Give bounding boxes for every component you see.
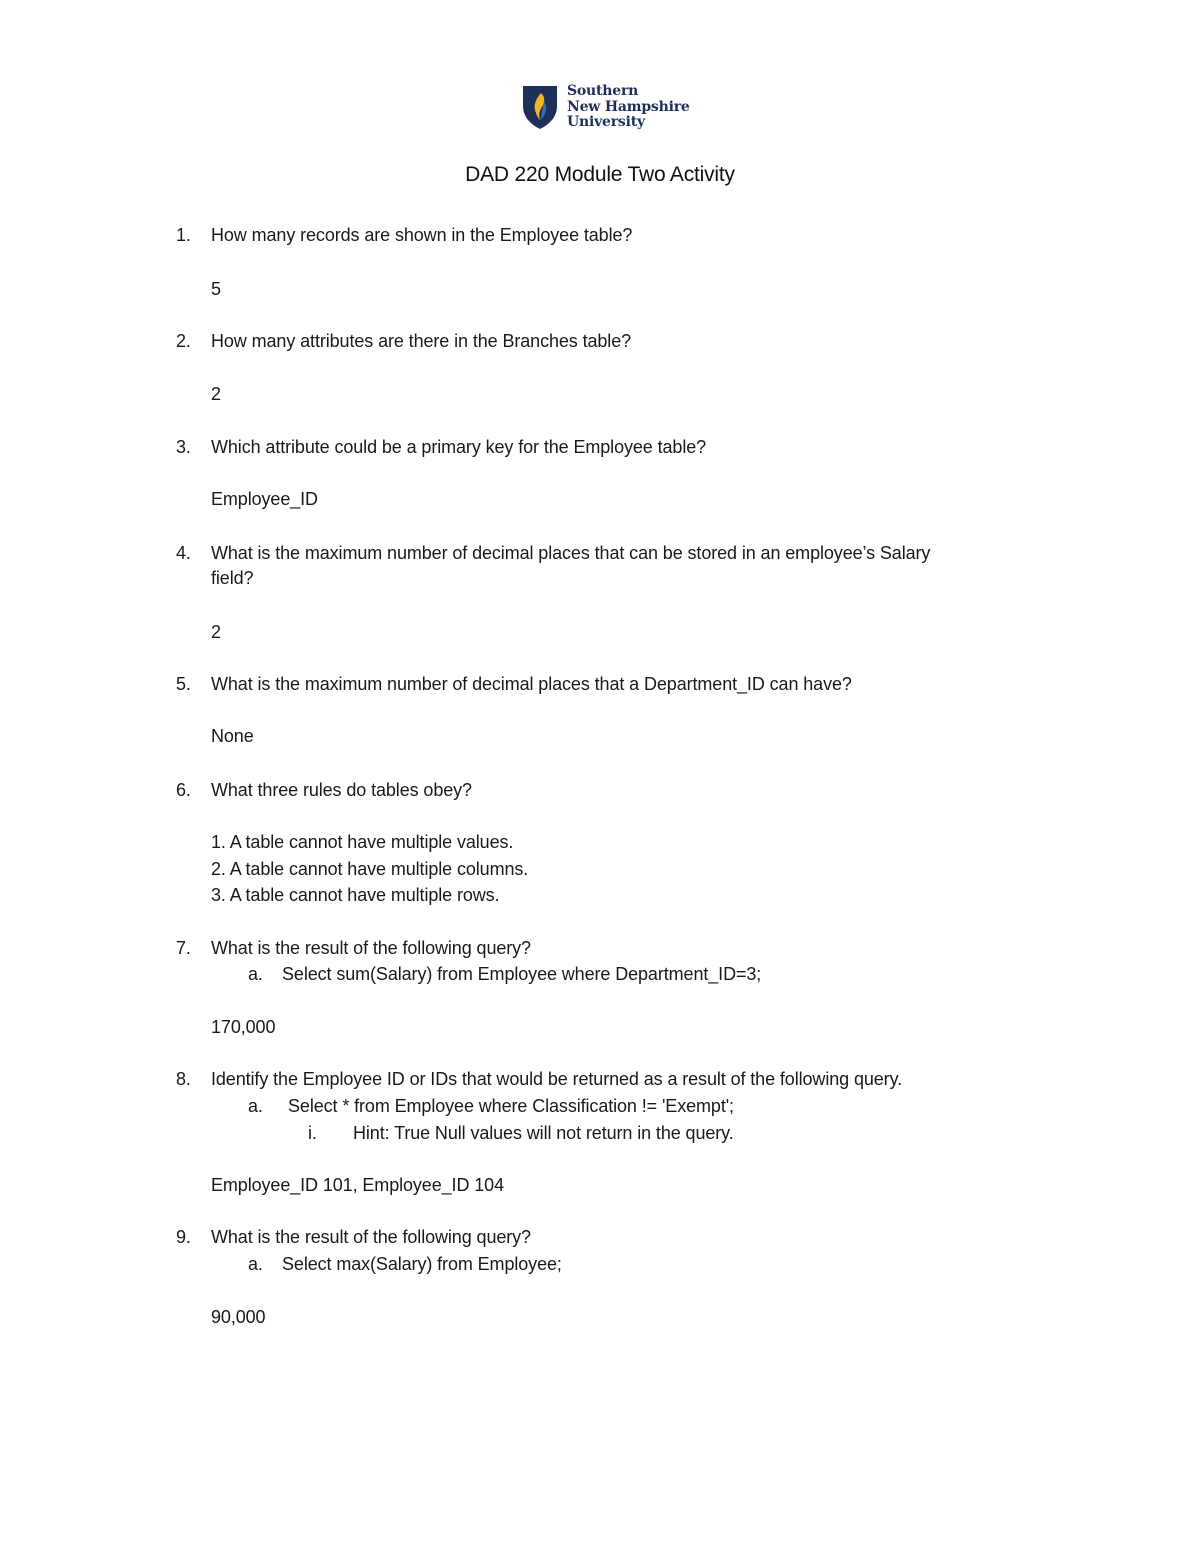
sub-item-marker: a.	[248, 964, 263, 984]
logo-wordmark	[567, 84, 690, 131]
sub-sub-item-marker: i.	[308, 1123, 317, 1143]
question-text: What is the result of the following query?	[211, 938, 531, 958]
query-text: Select * from Employee where Classification != 'Exempt';	[288, 1096, 734, 1116]
snhu-logo	[521, 84, 690, 131]
question-text: What is the result of the following query?	[211, 1227, 531, 1247]
answer-text: 170,000	[211, 1017, 276, 1037]
question-number: 6.	[176, 780, 191, 800]
answer-text: 5	[211, 279, 221, 299]
answer-text: 2	[211, 384, 221, 404]
query-text: Select sum(Salary) from Employee where Department_ID=3;	[282, 964, 762, 984]
question-number: 5.	[176, 674, 191, 694]
question-text-line-2: field?	[211, 568, 254, 588]
answer-line-3: 3. A table cannot have multiple rows.	[211, 885, 500, 905]
hint-text: Hint: True Null values will not return in the query.	[353, 1123, 734, 1143]
answer-line-1: 1. A table cannot have multiple values.	[211, 832, 514, 852]
question-text-line-1: What is the maximum number of decimal places that can be stored in an employee’s Salary	[211, 543, 931, 563]
question-text: Which attribute could be a primary key for the Employee table?	[211, 437, 707, 457]
question-number: 7.	[176, 938, 191, 958]
sub-item-marker: a.	[248, 1096, 263, 1116]
question-number: 4.	[176, 543, 191, 563]
answer-text: Employee_ID 101, Employee_ID 104	[211, 1175, 504, 1195]
question-text: What is the maximum number of decimal places that a Department_ID can have?	[211, 674, 852, 694]
logo-line-1: Southern	[567, 83, 639, 99]
question-text: What three rules do tables obey?	[211, 780, 472, 800]
document-title: DAD 220 Module Two Activity	[465, 163, 735, 186]
answer-text: 2	[211, 622, 221, 642]
logo-line-3: University	[567, 114, 645, 130]
answer-line-2: 2. A table cannot have multiple columns.	[211, 859, 529, 879]
question-text: How many attributes are there in the Branches table?	[211, 331, 632, 351]
answer-text: 90,000	[211, 1307, 266, 1327]
query-text: Select max(Salary) from Employee;	[282, 1254, 562, 1274]
question-text: Identify the Employee ID or IDs that would be returned as a result of the following query.	[211, 1069, 903, 1089]
question-number: 2.	[176, 331, 191, 351]
answer-text: Employee_ID	[211, 489, 318, 509]
question-text: How many records are shown in the Employee table?	[211, 225, 633, 245]
logo-line-2: New Hampshire	[567, 98, 690, 115]
answer-text: None	[211, 726, 254, 746]
question-number: 3.	[176, 437, 191, 457]
question-number: 9.	[176, 1227, 191, 1247]
shield-flame-icon	[521, 84, 559, 130]
question-number: 8.	[176, 1069, 191, 1089]
sub-item-marker: a.	[248, 1254, 263, 1274]
question-number: 1.	[176, 225, 191, 245]
